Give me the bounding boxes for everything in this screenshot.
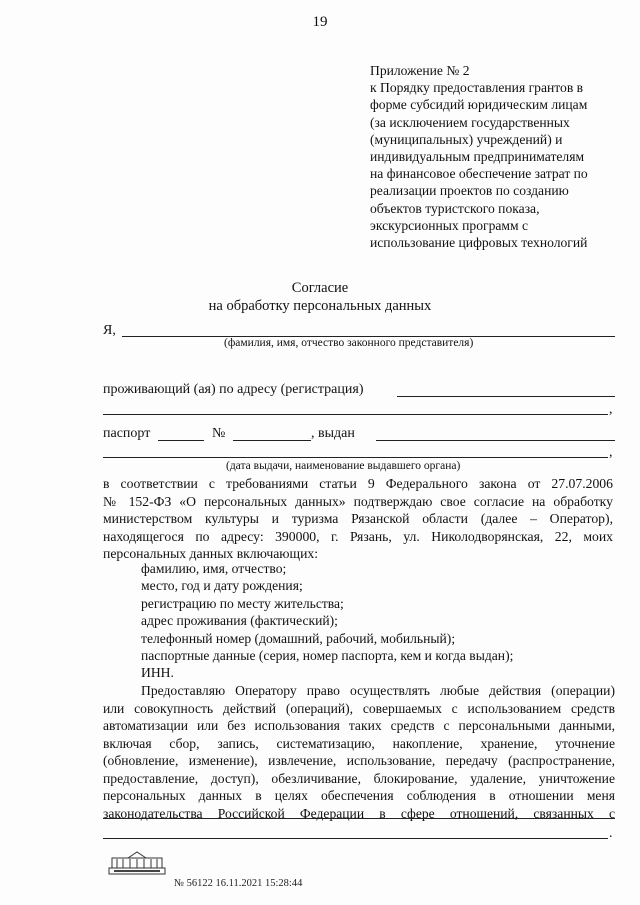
data-item: ИНН. (141, 665, 174, 681)
number-sign: № (212, 426, 226, 441)
paragraph-line: или совокупность действий (операций), совершаемых с использованием средств (103, 700, 615, 716)
document-subtitle: на обработку персональных данных (208, 298, 432, 314)
intro-line: в соответствии с требованиями статьи 9 Федерального закона от 27.07.2006 (103, 476, 613, 491)
issue-caption: (дата выдачи, наименование выдавшего органа) (226, 460, 461, 472)
appendix-line: на финансовое обеспечение затрат по (370, 166, 588, 182)
appendix-line: (муниципальных) учреждений) и (370, 131, 563, 147)
page-number: 19 (312, 14, 328, 30)
passport-series-field[interactable] (158, 440, 204, 441)
data-item: адрес проживания (фактический); (141, 613, 338, 629)
consent-paragraph (103, 682, 615, 822)
registration-stamp: № 56122 16.11.2021 15:28:44 (174, 878, 303, 889)
passport-number-field[interactable] (233, 440, 311, 441)
paragraph-line: законодательства Российской Федерации в сфере отношений, связанных с (103, 805, 615, 821)
building-stamp-icon (108, 850, 166, 876)
address-field-line2[interactable] (103, 414, 608, 415)
appendix-line: индивидуальным предпринимателям (370, 149, 585, 165)
continuation-line-2 (103, 838, 608, 839)
data-item: фамилию, имя, отчество; (141, 561, 287, 576)
address-label: проживающий (ая) по адресу (регистрация) (103, 382, 364, 397)
end-dot: . (609, 826, 613, 841)
i-label: Я, (103, 323, 116, 338)
issued-by-field[interactable] (376, 440, 615, 441)
paragraph-line: предоставление, доступ), обезличивание, блокирование, удаление, уничтожение (103, 770, 615, 786)
appendix-line: к Порядку предоставления грантов в (370, 80, 584, 96)
address-comma: , (609, 402, 613, 417)
data-item: регистрацию по месту жительства; (141, 595, 344, 611)
address-field[interactable] (397, 396, 615, 397)
consent-intro (103, 475, 613, 563)
issued-by-field-line2[interactable] (103, 457, 608, 458)
appendix-line: использование цифровых технологий (370, 235, 588, 251)
issued-label: , выдан (311, 426, 355, 441)
appendix-line: объектов туристского показа, (370, 200, 540, 216)
personal-data-list (141, 560, 513, 682)
appendix-line: Приложение № 2 (370, 63, 470, 78)
paragraph-line: персональных данных в целях обеспечения соблюдения в отношении меня (103, 788, 615, 803)
paragraph-line: включая сбор, запись, систематизацию, накопление, хранение, уточнение (103, 735, 615, 751)
appendix-header (370, 62, 632, 251)
data-item: телефонный номер (домашний, рабочий, мобильный); (141, 630, 456, 646)
appendix-line: (за исключением государственных (370, 114, 570, 130)
paragraph-line: (обновление, изменение), извлечение, использование, передачу (распространение, (103, 753, 615, 768)
appendix-line: экскурсионных программ с (370, 217, 529, 233)
intro-line: № 152-ФЗ «О персональных данных» подтверждаю свое согласие на обработку (103, 493, 613, 509)
fio-caption: (фамилия, имя, отчество законного представителя) (224, 337, 474, 349)
paragraph-line: Предоставляю Оператору право осуществлять любые действия (операции) (141, 683, 615, 698)
paragraph-line: автоматизации или без использования таких средств с персональными данными, (103, 718, 615, 733)
intro-line: министерством культуры и туризма Рязанской области (далее – Оператор), (103, 511, 613, 527)
intro-line: находящегося по адресу: 390000, г. Рязань, ул. Николодворянская, 22, моих (103, 528, 613, 544)
issued-comma: , (609, 445, 613, 460)
document-title: Согласие (291, 280, 349, 296)
continuation-line (103, 818, 615, 819)
data-item: паспортные данные (серия, номер паспорта, кем и когда выдан); (141, 648, 514, 664)
data-item: место, год и дату рождения; (141, 578, 303, 594)
appendix-line: реализации проектов по созданию (370, 183, 569, 199)
passport-label: паспорт (103, 426, 151, 441)
appendix-line: форме субсидий юридическим лицам (370, 97, 588, 113)
intro-line: персональных данных включающих: (103, 546, 319, 562)
